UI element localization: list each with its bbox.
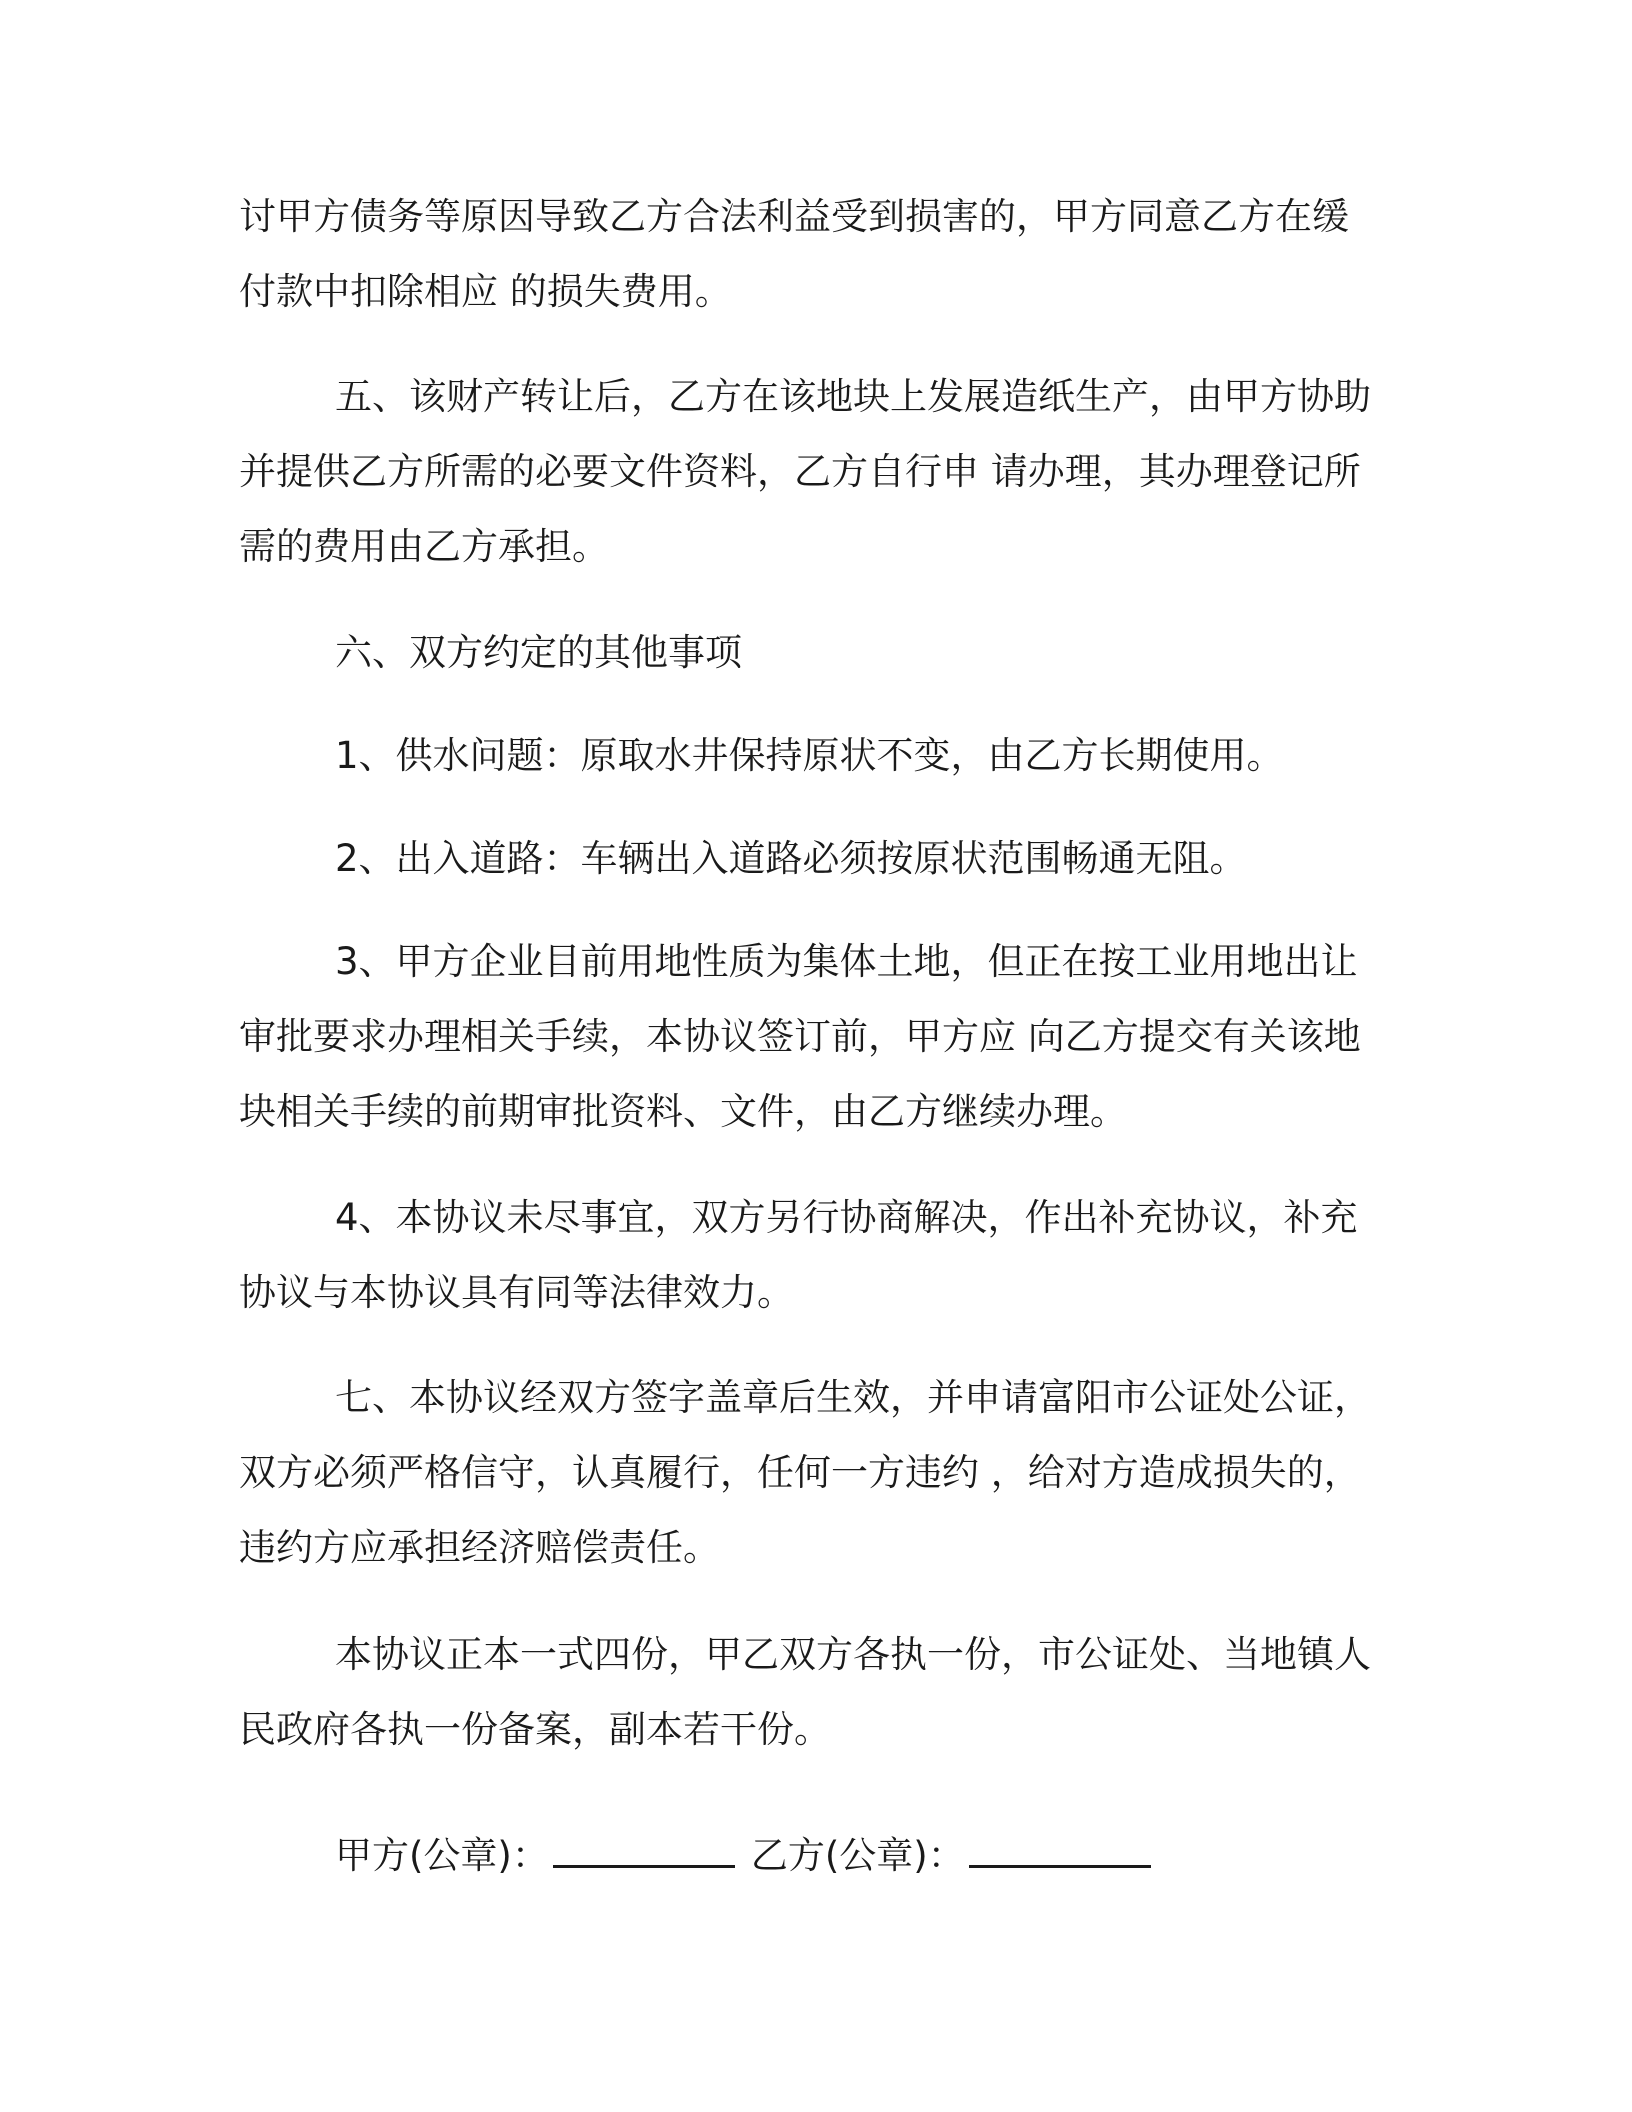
party-a-seal-blank[interactable] (553, 1831, 735, 1868)
paragraph-line: 需的费用由乙方承担。 (239, 525, 609, 568)
paragraph-line: 协议与本协议具有同等法律效力。 (239, 1271, 794, 1314)
paragraph-debt (239, 179, 1399, 329)
party-b-seal-blank[interactable] (969, 1831, 1151, 1868)
paragraph-item-2 (239, 821, 1399, 896)
paragraph-line: 并提供乙方所需的必要文件资料，乙方自行申 请办理，其办理登记所 (239, 450, 1361, 493)
paragraph-item-4 (239, 1180, 1399, 1330)
paragraph-line: 讨甲方债务等原因导致乙方合法利益受到损害的，甲方同意乙方在缓 (239, 195, 1349, 238)
paragraph-item-3 (239, 924, 1399, 1149)
paragraph-line: 审批要求办理相关手续，本协议签订前，甲方应 向乙方提交有关该地 (239, 1015, 1361, 1058)
paragraph-section-seven (239, 1360, 1399, 1585)
party-b-seal-label: 乙方(公章)： (750, 1834, 965, 1877)
paragraph-line: 五、该财产转让后，乙方在该地块上发展造纸生产，由甲方协助 (335, 375, 1371, 418)
paragraph-line: 4、本协议未尽事宜，双方另行协商解决，作出补充协议，补充 (335, 1196, 1358, 1239)
paragraph-line: 本协议正本一式四份，甲乙双方各执一份，市公证处、当地镇人 (335, 1633, 1371, 1676)
paragraph-line: 3、甲方企业目前用地性质为集体土地，但正在按工业用地出让 (335, 940, 1358, 983)
paragraph-line: 违约方应承担经济赔偿责任。 (239, 1526, 720, 1569)
paragraph-line: 块相关手续的前期审批资料、文件，由乙方继续办理。 (239, 1090, 1127, 1133)
paragraph-section-six (239, 615, 1399, 690)
paragraph-section-five (239, 359, 1399, 584)
paragraph-item-1 (239, 718, 1399, 793)
paragraph-line: 双方必须严格信守，认真履行，任何一方违约 ，给对方造成损失的， (239, 1451, 1361, 1494)
signature-row (335, 1818, 1157, 1893)
paragraph-line: 付款中扣除相应 的损失费用。 (239, 270, 732, 313)
paragraph-line: 1、供水问题：原取水井保持原状不变，由乙方长期使用。 (335, 734, 1284, 777)
party-a-seal-label: 甲方(公章)： (335, 1834, 549, 1877)
paragraph-copies (239, 1617, 1399, 1767)
paragraph-line: 2、出入道路：车辆出入道路必须按原状范围畅通无阻。 (335, 837, 1247, 880)
paragraph-line: 民政府各执一份备案，副本若干份。 (239, 1708, 831, 1751)
paragraph-line: 七、本协议经双方签字盖章后生效，并申请富阳市公证处公证， (335, 1376, 1371, 1419)
section-heading: 六、双方约定的其他事项 (335, 631, 742, 674)
